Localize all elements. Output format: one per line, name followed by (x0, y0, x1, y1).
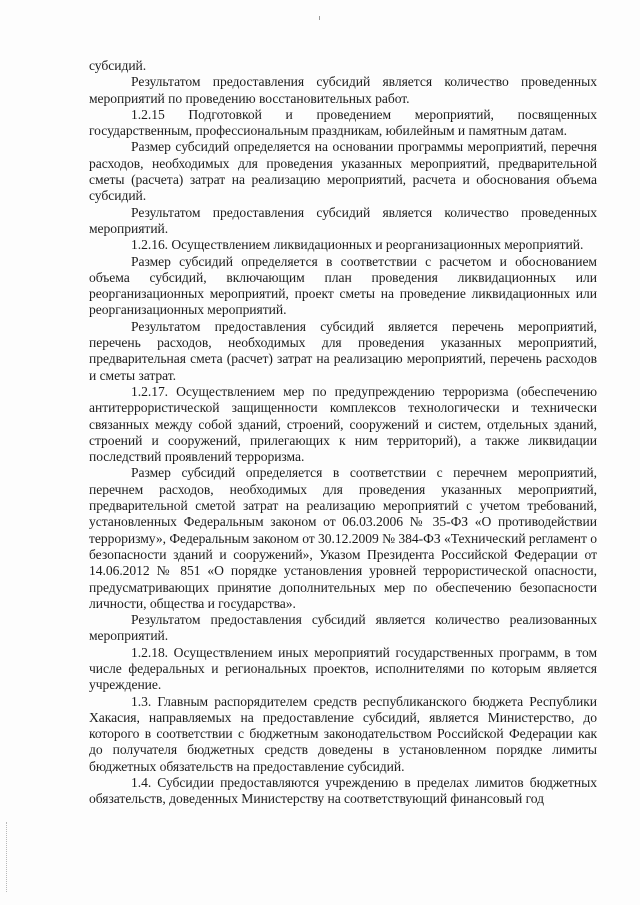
paragraph: Размер субсидий определяется в соответствии с расчетом и обоснованием объема субсидий, включающим план проведения ликвидационных или реорганизационных мероприятий, проект сметы на проведение ликвидационных или реорганизационных мероприятий. (89, 253, 597, 318)
paragraph: Размер субсидий определяется в соответствии с перечнем мероприятий, перечнем расходов, необходимых для проведения указанных мероприятий, предварительной сметой затрат на реализацию мероприятий с учетом требований, установленных Федеральным законом от 06.03.2006 № 35-ФЗ «О противодействии терроризму», Федеральным законом от 30.12.2009 № 384-ФЗ «Технический регламент о безопасности зданий и сооружений», Указом Президента Российской Федерации от 14.06.2012 № 851 «О порядке установления уровней террористической опасности, предусматривающих принятие дополнительных мер по обеспечению безопасности личности, общества и государства». (89, 465, 597, 611)
paragraph: Результатом предоставления субсидий является количество реализованных мероприятий. (89, 612, 597, 644)
paragraph: Результатом предоставления субсидий является перечень мероприятий, перечень расходов, необходимых для проведения указанных мероприятий, предварительная смета (расчет) затрат на реализацию мероприятий, перечень расходов и сметы затрат. (89, 318, 597, 383)
paragraph: 1.2.15 Подготовкой и проведением мероприятий, посвященных государственным, профессиональным праздникам, юбилейным и памятным датам. (89, 106, 597, 139)
paragraph: 1.2.17. Осуществлением мер по предупреждению терроризма (обеспечению антитеррористической защищенности комплексов технологически и технически связанных между собой зданий, строений, сооружений и систем, отдельных зданий, строений и сооружений, прилегающих к ним территорий), а также ликвидации последствий проявлений терроризма. (89, 383, 597, 465)
scan-mark (319, 16, 320, 20)
paragraph: Результатом предоставления субсидий является количество проведенных мероприятий. (89, 204, 597, 236)
scan-margin-marks (6, 822, 8, 892)
paragraph: Результатом предоставления субсидий является количество проведенных мероприятий по проведению восстановительных работ. (89, 74, 597, 106)
document-body (89, 58, 597, 808)
paragraph: 1.4. Субсидии предоставляются учреждению в пределах лимитов бюджетных обязательств, доведенных Министерству на соответствующий финансовый год (89, 775, 597, 807)
paragraph: 1.3. Главным распорядителем средств республиканского бюджета Республики Хакасия, направляемых на предоставление субсидий, является Министерство, до которого в соответствии с бюджетным законодательством Российской Федерации как до получателя бюджетных средств доведены в установленном порядке лимиты бюджетных обязательств на предоставление субсидий. (89, 693, 597, 774)
paragraph: 1.2.16. Осуществлением ликвидационных и реорганизационных мероприятий. (131, 237, 584, 253)
paragraph: субсидий. (89, 58, 147, 73)
paragraph: Размер субсидий определяется на основании программы мероприятий, перечня расходов, необходимых для проведения указанных мероприятий, предварительной сметы (расчета) затрат на реализацию мероприятий, расчета и обоснования объема субсидий. (89, 139, 597, 204)
paragraph: 1.2.18. Осуществлением иных мероприятий государственных программ, в том числе федеральных и региональных проектов, исполнителями по которым является учреждение. (89, 644, 597, 693)
